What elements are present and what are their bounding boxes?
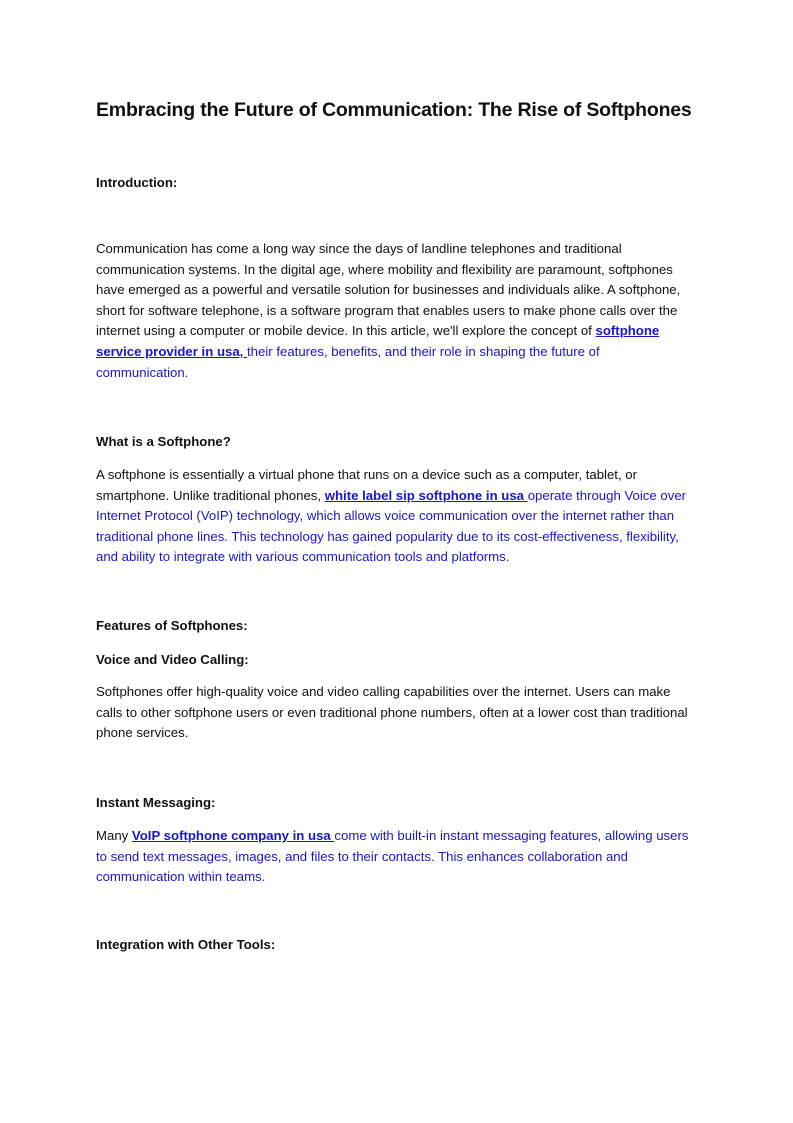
what-paragraph	[96, 465, 694, 568]
intro-paragraph	[96, 239, 694, 383]
im-heading: Instant Messaging:	[96, 795, 216, 810]
integration-heading: Integration with Other Tools:	[96, 937, 276, 952]
voice-paragraph: Softphones offer high-quality voice and video calling capabilities over the internet. Users can make calls to other softphone users or even traditional phone numbers, often at a lower cost than traditional phone services.	[96, 684, 688, 741]
im-paragraph	[96, 826, 694, 888]
softphone-service-provider-link[interactable]: softphone service provider in usa,	[96, 323, 660, 359]
what-heading: What is a Softphone?	[96, 434, 231, 449]
voice-heading: Voice and Video Calling:	[96, 652, 249, 667]
what-text: A softphone is essentially a virtual phone that runs on a device such as a computer, tablet, or smartphone. Unlike traditional phones,	[96, 467, 638, 503]
intro-after-text: their features, benefits, and their role in shaping the future of communication.	[96, 343, 600, 380]
voip-softphone-company-link[interactable]: VoIP softphone company in usa	[131, 828, 335, 843]
features-heading: Features of Softphones:	[96, 618, 248, 633]
intro-heading: Introduction:	[96, 175, 178, 190]
page-title: Embracing the Future of Communication: The Rise of Softphones	[96, 99, 692, 121]
intro-text: Communication has come a long way since the days of landline telephones and traditional communication systems. In the digital age, where mobility and flexibility are paramount, softphones have emerged as a powerful and versatile solution for businesses and individuals alike. A softphone, short for software telephone, is a software program that enables users to make phone calls over the internet using a computer or mobile device. In this article, we'll explore the concept of	[96, 241, 681, 339]
white-label-sip-softphone-link[interactable]: white label sip softphone in usa	[324, 487, 528, 503]
im-after-text: come with built-in instant messaging features, allowing users to send text messages, images, and files to their contacts. This enhances collaboration and communication within teams.	[96, 828, 689, 885]
what-after-text: operate through Voice over Internet Protocol (VoIP) technology, which allows voice communication over the internet rather than traditional phone lines. This technology has gained popularity due to its cost-effectiveness, flexibility, and ability to integrate with various communication tools and platforms.	[96, 487, 687, 565]
im-before-text: Many	[96, 828, 132, 843]
